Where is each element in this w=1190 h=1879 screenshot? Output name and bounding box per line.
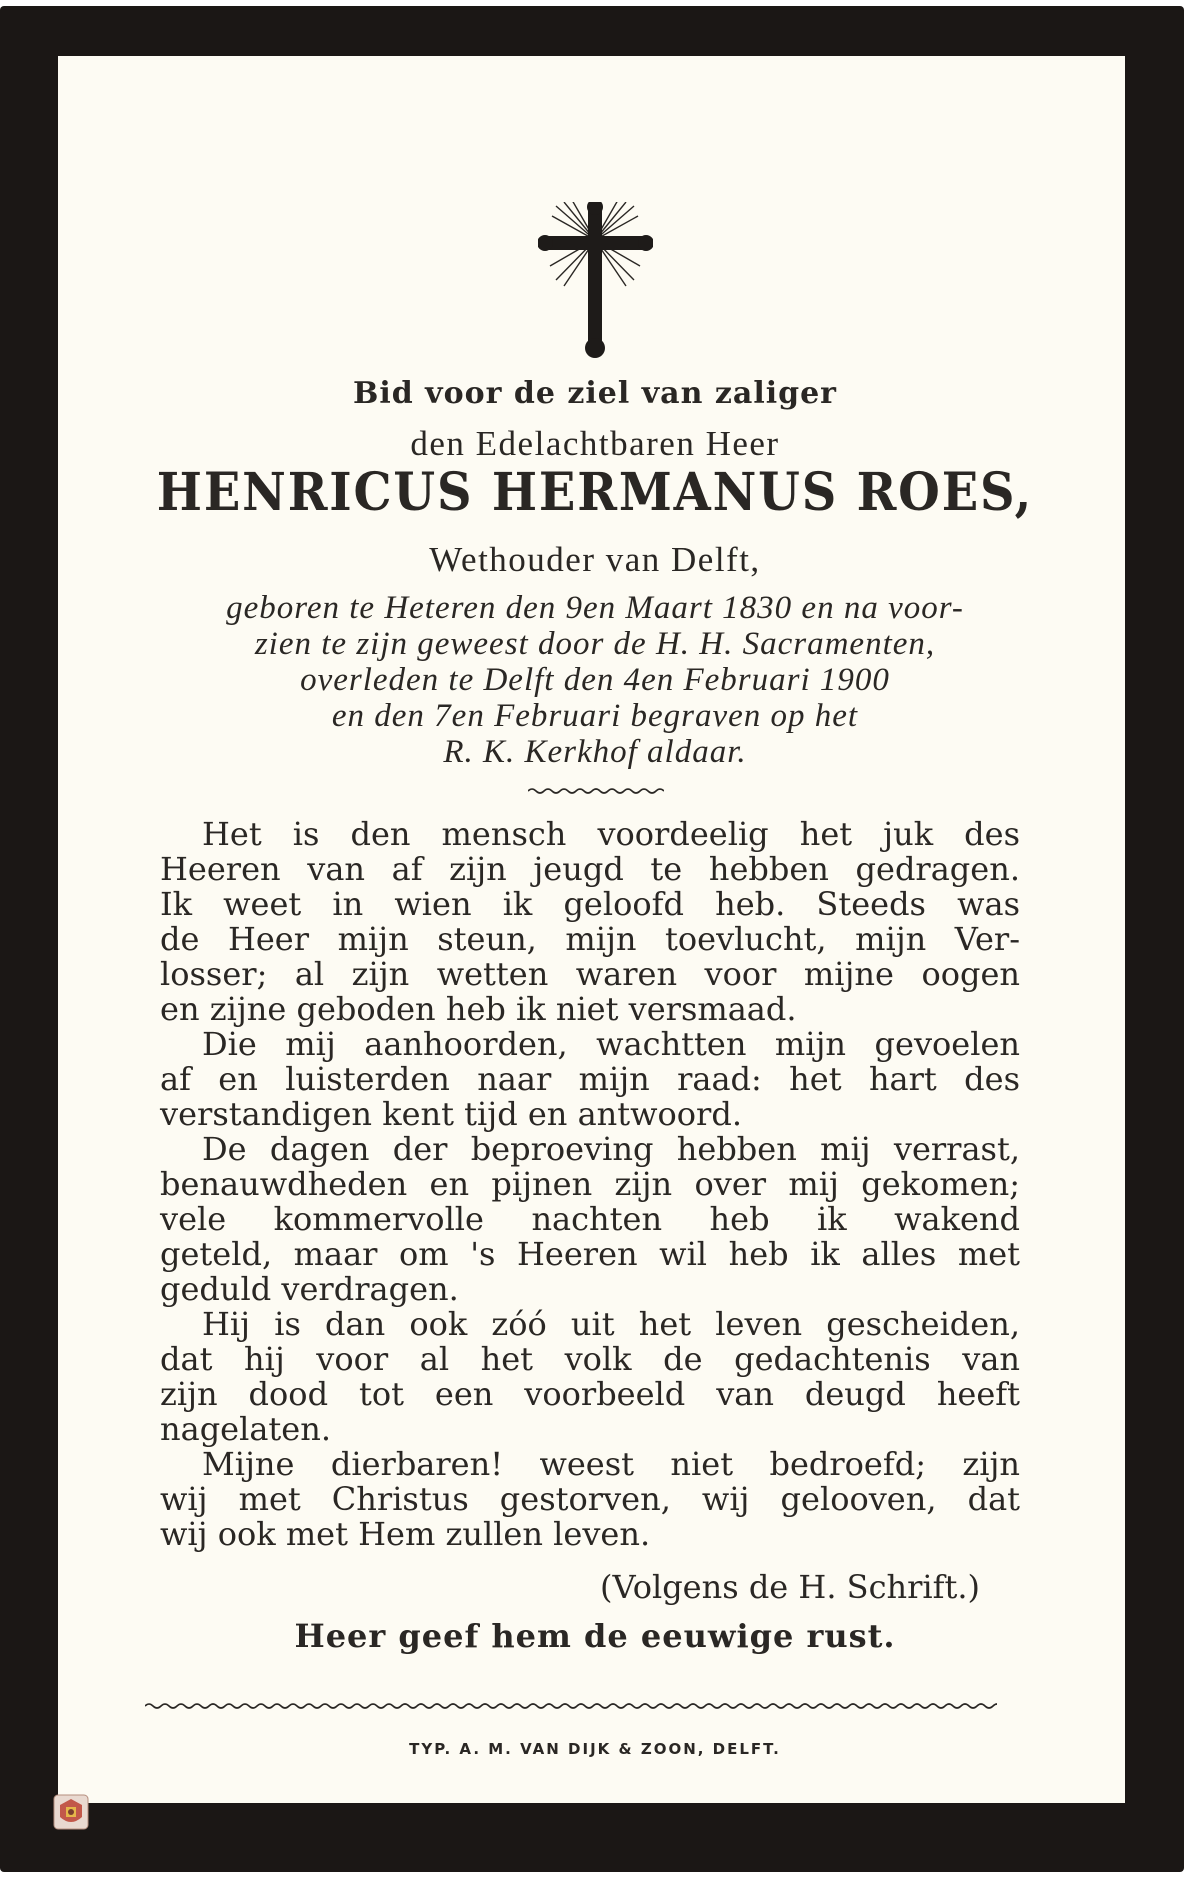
text-line: wij met Christus gestorven, wij gelooven, dat xyxy=(160,1480,1020,1518)
archive-stamp-icon xyxy=(52,1793,90,1831)
text-line: Het is den mensch voordeelig het juk des xyxy=(202,815,1020,853)
text-line: benauwdheden en pijnen zijn over mij gekomen; xyxy=(160,1165,1020,1203)
text-line: wij ook met Hem zullen leven. xyxy=(160,1515,651,1553)
text-line: Die mij aanhoorden, wachtten mijn gevoelen xyxy=(202,1025,1020,1063)
text-line: Hij is dan ook zóó uit het leven gescheiden, xyxy=(202,1305,1020,1343)
ornamental-divider xyxy=(528,786,664,796)
text-line: nagelaten. xyxy=(160,1410,331,1448)
scripture-source: (Volgens de H. Schrift.) xyxy=(600,1568,980,1606)
text-line: de Heer mijn steun, mijn toevlucht, mijn Ver- xyxy=(160,920,1020,958)
text-line: en zijne geboden heb ik niet versmaad. xyxy=(160,990,797,1028)
details-line-1: geboren te Heteren den 9en Maart 1830 en na voor- xyxy=(226,590,964,626)
details-line-5: R. K. Kerkhof aldaar. xyxy=(443,734,747,770)
printer-imprint: TYP. A. M. VAN DIJK & ZOON, DELFT. xyxy=(409,1740,781,1758)
text-line: geteld, maar om 's Heeren wil heb ik alles met xyxy=(160,1235,1020,1273)
ornamental-rule xyxy=(145,1700,997,1712)
details-line-2: zien te zijn geweest door de H. H. Sacramenten, xyxy=(254,626,936,662)
text-line: Ik weet in wien ik geloofd heb. Steeds was xyxy=(160,885,1020,923)
closing-prayer: Heer geef hem de eeuwige rust. xyxy=(294,1617,896,1655)
text-line: Heeren van af zijn jeugd te hebben gedragen. xyxy=(160,850,1020,888)
text-line: De dagen der beproeving hebben mij verrast, xyxy=(202,1130,1020,1168)
text-line: af en luisterden naar mijn raad: het hart des xyxy=(160,1060,1020,1098)
details-line-4: en den 7en Februari begraven op het xyxy=(331,698,859,734)
deceased-title: Wethouder van Delft, xyxy=(429,540,761,579)
text-line: dat hij voor al het volk de gedachtenis van xyxy=(160,1340,1020,1378)
text-line: vele kommervolle nachten heb ik wakend xyxy=(160,1200,1020,1238)
details-line-3: overleden te Delft den 4en Februari 1900 xyxy=(300,662,890,698)
scripture-text xyxy=(160,817,1020,1552)
text-line: zijn dood tot een voorbeeld van deugd heeft xyxy=(160,1375,1020,1413)
text-line: geduld verdragen. xyxy=(160,1270,459,1308)
text-line: verstandigen kent tijd en antwoord. xyxy=(160,1095,742,1133)
text-line: losser; al zijn wetten waren voor mijne oogen xyxy=(160,955,1020,993)
cross-icon xyxy=(538,202,653,359)
prayer-header: Bid voor de ziel van zaliger xyxy=(352,376,837,411)
deceased-name: HENRICUS HERMANUS ROES, xyxy=(156,462,1034,523)
honorific: den Edelachtbaren Heer xyxy=(410,424,780,463)
text-line: Mijne dierbaren! weest niet bedroefd; zijn xyxy=(202,1445,1020,1483)
